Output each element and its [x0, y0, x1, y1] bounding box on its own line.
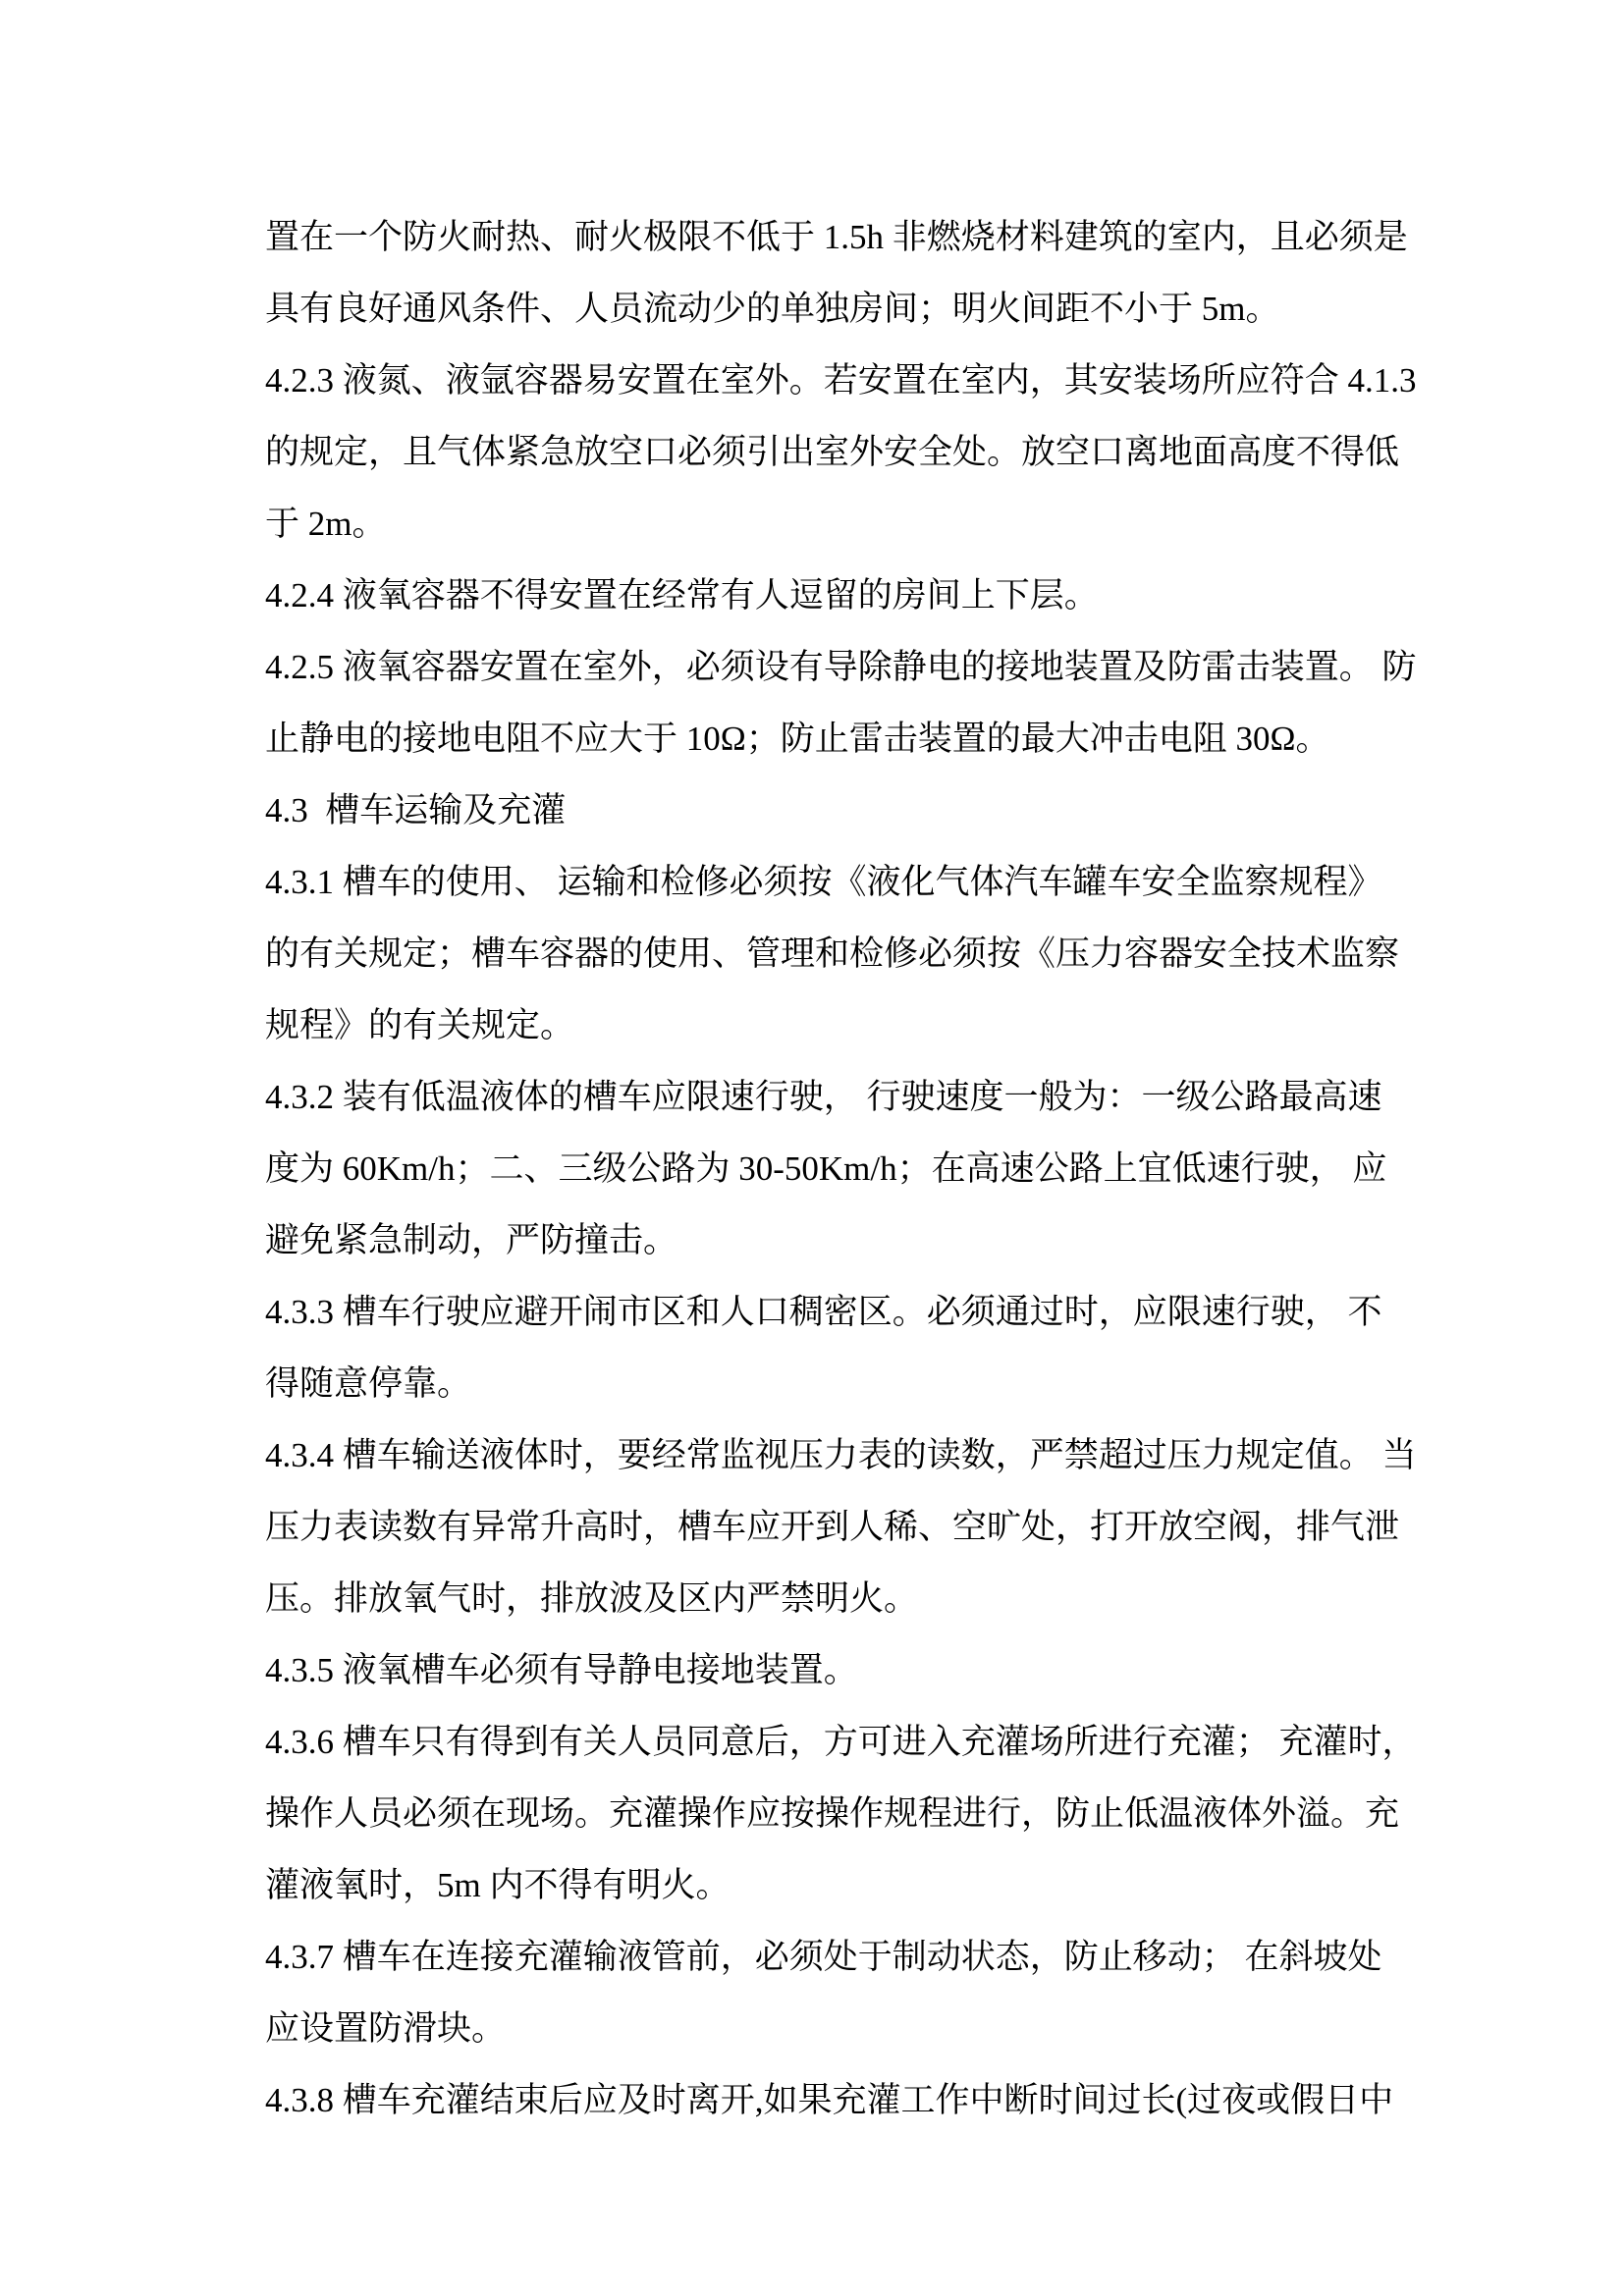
text-line: 4.2.5 液氧容器安置在室外，必须设有导除静电的接地装置及防雷击装置。 防 [265, 648, 1417, 686]
text-line: 4.3.1 槽车的使用、 运输和检修必须按《液化气体汽车罐车安全监察规程》 [265, 863, 1382, 901]
text-line: 4.3.7 槽车在连接充灌输液管前，必须处于制动状态，防止移动； 在斜坡处 [265, 1938, 1382, 1976]
text-line: 4.3.2 装有低温液体的槽车应限速行驶， 行驶速度一般为：一级公路最高速 [265, 1078, 1382, 1116]
text-line: 度为 60Km/h；二、三级公路为 30-50Km/h；在高速公路上宜低速行驶， 应 [265, 1149, 1387, 1188]
text-line: 4.3.4 槽车输送液体时，要经常监视压力表的读数，严禁超过压力规定值。 当 [265, 1436, 1417, 1474]
text-line: 操作人员必须在现场。充灌操作应按操作规程进行，防止低温液体外溢。充 [265, 1794, 1400, 1833]
text-line: 规程》的有关规定。 [265, 1006, 575, 1044]
document-text-block [265, 201, 1417, 2136]
text-line: 压。排放氧气时，排放波及区内严禁明火。 [265, 1579, 919, 1618]
section-heading-line: 4.3 槽车运输及充灌 [265, 791, 567, 829]
text-line: 4.3.3 槽车行驶应避开闹市区和人口稠密区。必须通过时，应限速行驶， 不 [265, 1293, 1382, 1331]
text-line: 4.3.8 槽车充灌结束后应及时离开,如果充灌工作中断时间过长(过夜或假日中 [265, 2081, 1394, 2119]
text-line: 4.3.6 槽车只有得到有关人员同意后，方可进入充灌场所进行充灌； 充灌时， [265, 1723, 1417, 1761]
text-line: 4.3.5 液氧槽车必须有导静电接地装置。 [265, 1651, 858, 1689]
text-line: 得随意停靠。 [265, 1364, 472, 1403]
text-line: 具有良好通风条件、人员流动少的单独房间；明火间距不小于 5m。 [265, 290, 1280, 328]
text-line: 压力表读数有异常升高时，槽车应开到人稀、空旷处，打开放空阀，排气泄 [265, 1508, 1400, 1546]
text-line: 避免紧急制动，严防撞击。 [265, 1221, 678, 1259]
text-line: 灌液氧时，5m 内不得有明火。 [265, 1866, 731, 1904]
text-line: 4.2.3 液氮、液氩容器易安置在室外。若安置在室内，其安装场所应符合 4.1.3 [265, 361, 1417, 400]
text-line: 于 2m。 [265, 505, 387, 543]
text-line: 的规定，且气体紧急放空口必须引出室外安全处。放空口离地面高度不得低 [265, 433, 1400, 471]
text-line: 4.2.4 液氧容器不得安置在经常有人逗留的房间上下层。 [265, 576, 1099, 614]
text-line: 的有关规定；槽车容器的使用、管理和检修必须按《压力容器安全技术监察 [265, 934, 1400, 973]
text-line: 置在一个防火耐热、耐火极限不低于 1.5h 非燃烧材料建筑的室内，且必须是 [265, 218, 1408, 256]
text-line: 应设置防滑块。 [265, 2009, 507, 2048]
text-line: 止静电的接地电阻不应大于 10Ω；防止雷击装置的最大冲击电阻 30Ω。 [265, 720, 1330, 758]
